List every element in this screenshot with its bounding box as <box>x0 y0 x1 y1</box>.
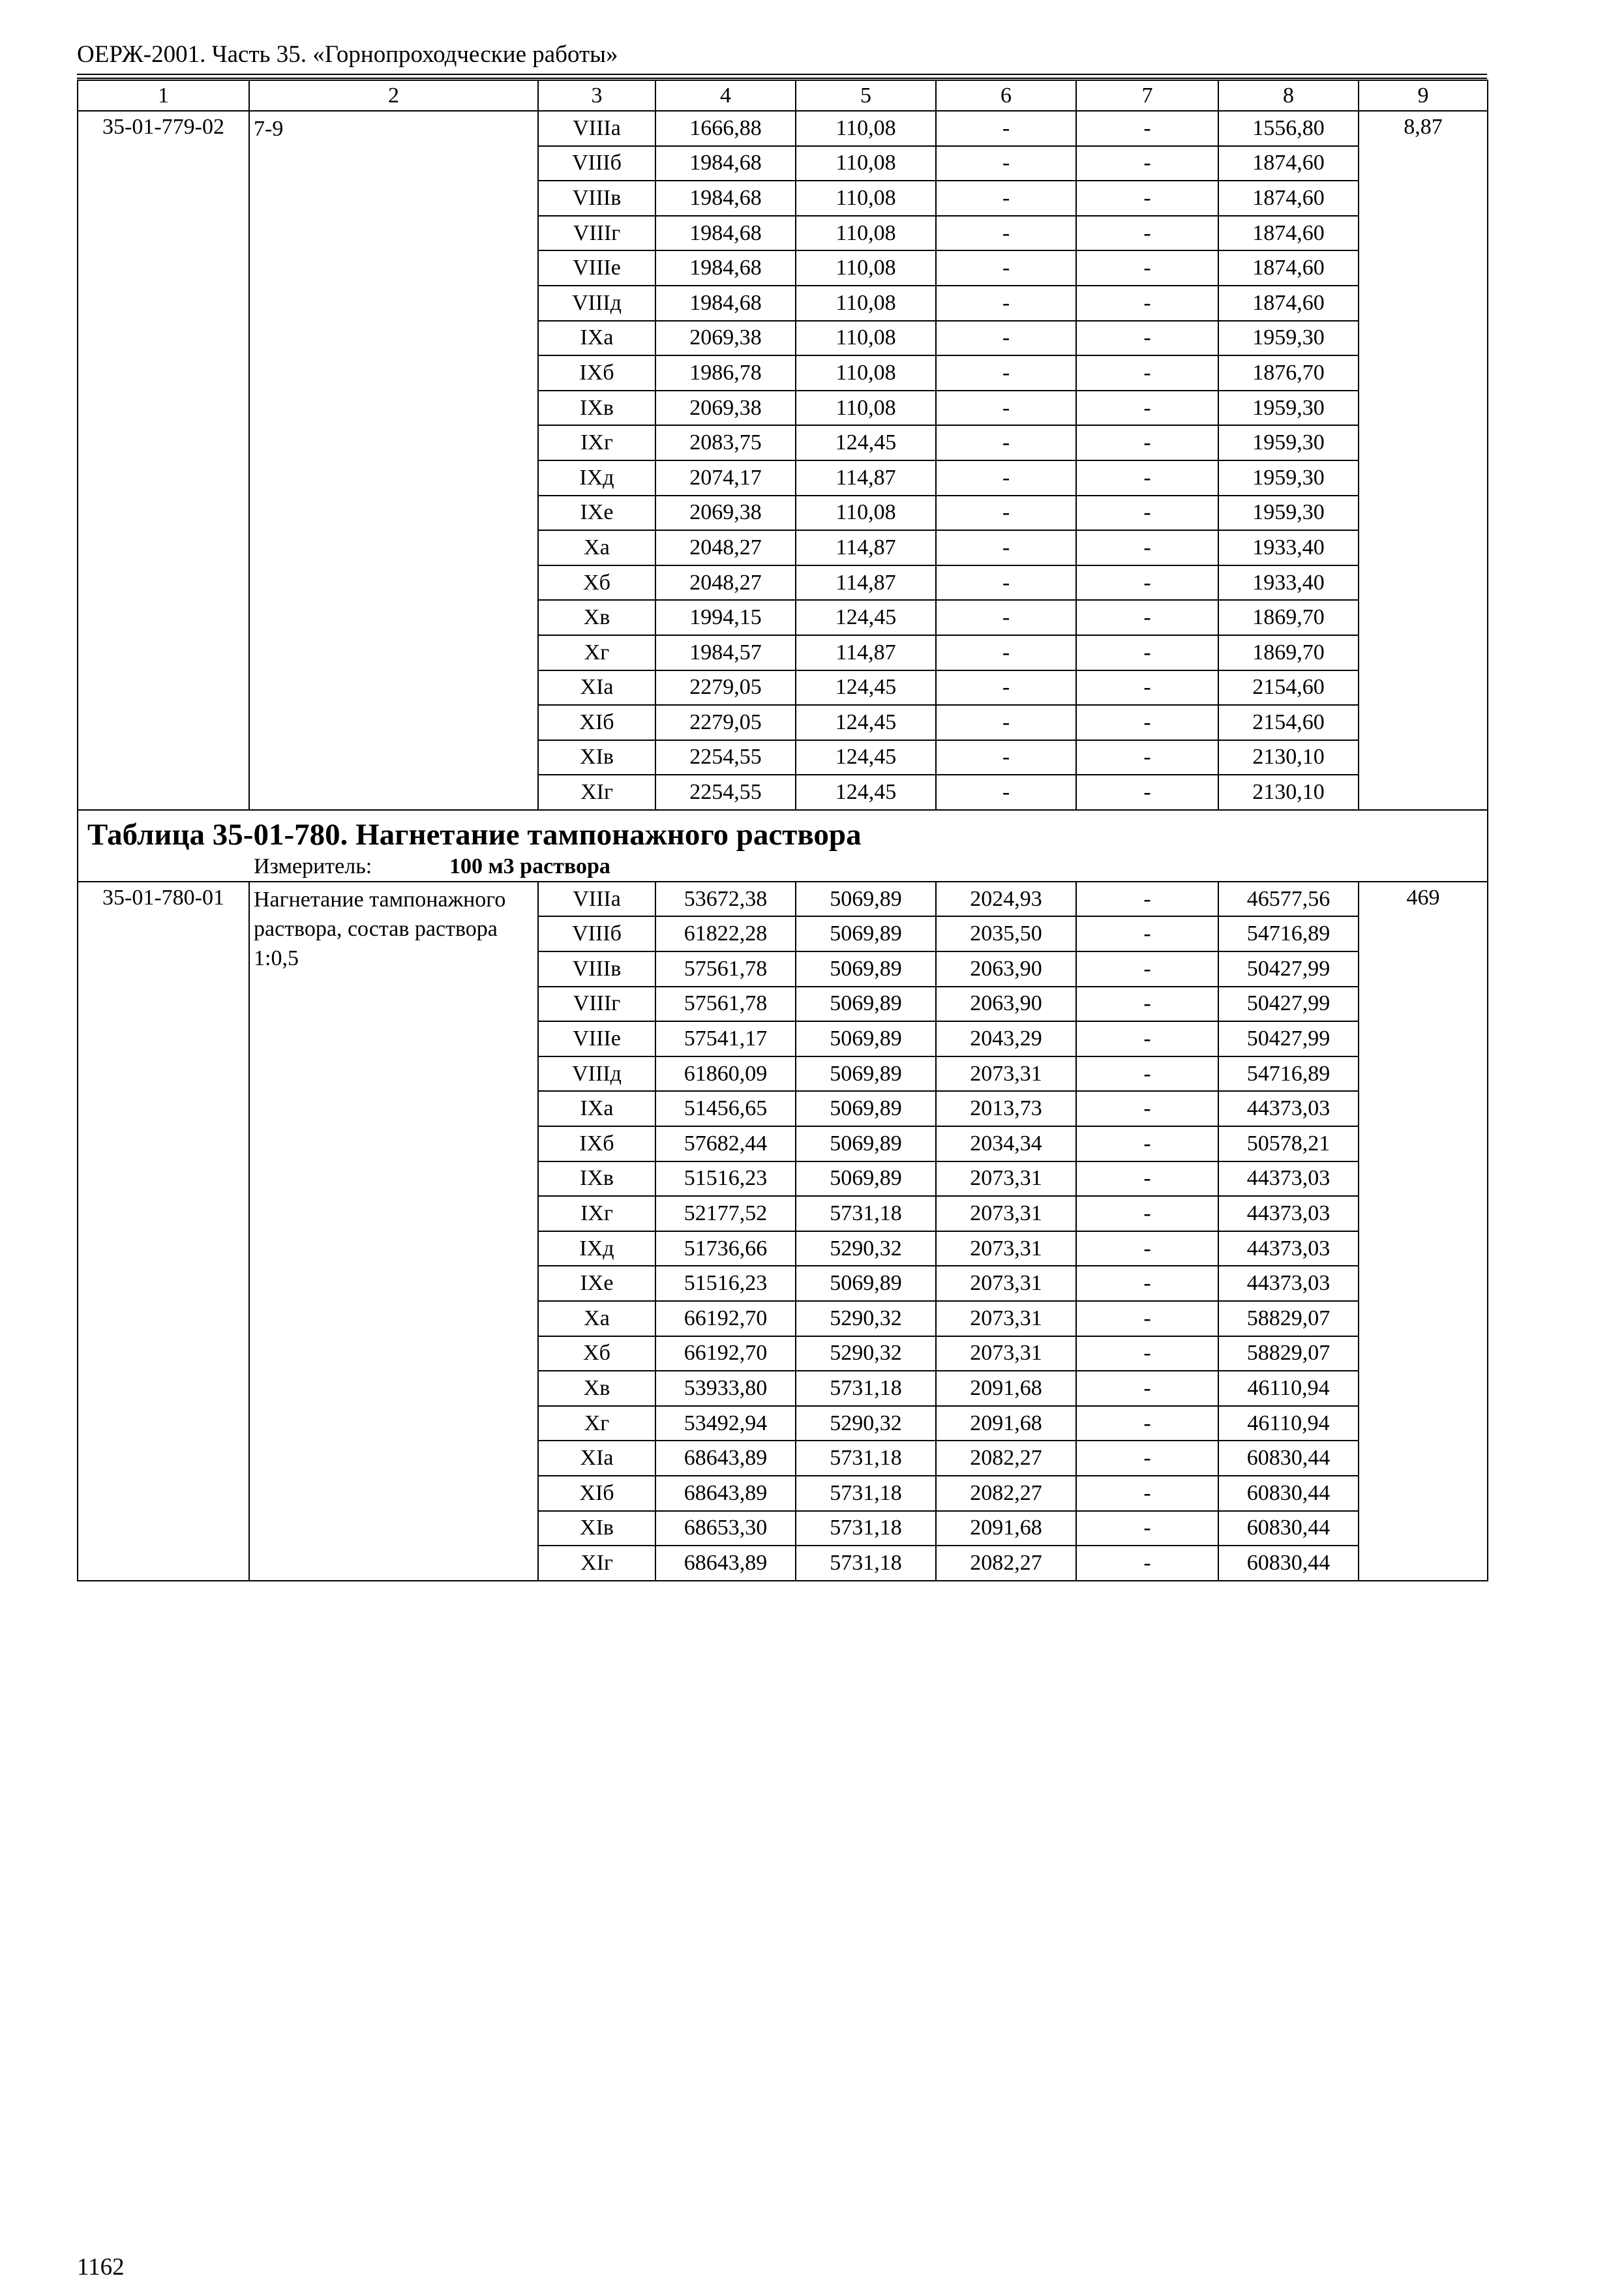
value-cell: 1984,57 <box>655 635 796 670</box>
value-cell: - <box>1076 181 1218 216</box>
value-cell: 5731,18 <box>796 1196 936 1231</box>
value-cell: 2082,27 <box>936 1441 1076 1476</box>
column-number: 5 <box>796 80 936 111</box>
section-header-row <box>78 810 1488 882</box>
rock-category-cell: IXб <box>538 355 655 391</box>
value-cell: - <box>1076 1406 1218 1441</box>
value-cell: 44373,03 <box>1218 1161 1359 1197</box>
rock-category-cell: IXе <box>538 1266 655 1301</box>
value-cell: - <box>1076 1196 1218 1231</box>
value-cell: - <box>1076 1091 1218 1126</box>
value-cell: 58829,07 <box>1218 1336 1359 1371</box>
value-cell: - <box>936 286 1076 321</box>
value-cell: 51516,23 <box>655 1161 796 1197</box>
value-cell: 2048,27 <box>655 565 796 601</box>
value-cell: 5731,18 <box>796 1546 936 1581</box>
value-cell: 60830,44 <box>1218 1476 1359 1511</box>
work-name: Нагнетание тампонажного раствора, состав раствора 1:0,5 <box>249 882 538 1581</box>
value-cell: - <box>936 111 1076 146</box>
value-cell: 5731,18 <box>796 1441 936 1476</box>
value-cell: - <box>1076 460 1218 496</box>
value-cell: 110,08 <box>796 355 936 391</box>
value-cell: 5069,89 <box>796 1266 936 1301</box>
value-cell: 1984,68 <box>655 286 796 321</box>
value-cell: 2091,68 <box>936 1511 1076 1546</box>
rock-category-cell: XIа <box>538 1441 655 1476</box>
value-cell: - <box>1076 882 1218 917</box>
value-cell: 1869,70 <box>1218 600 1359 635</box>
value-cell: 110,08 <box>796 391 936 426</box>
value-cell: 2069,38 <box>655 496 796 531</box>
value-cell: 68643,89 <box>655 1441 796 1476</box>
value-cell: 2279,05 <box>655 670 796 706</box>
value-cell: 68643,89 <box>655 1546 796 1581</box>
value-cell: - <box>936 600 1076 635</box>
value-cell: 1959,30 <box>1218 321 1359 356</box>
value-cell: - <box>1076 951 1218 987</box>
value-cell: - <box>936 740 1076 775</box>
value-cell: - <box>1076 425 1218 460</box>
header-rule <box>77 74 1487 75</box>
value-cell: 46577,56 <box>1218 882 1359 917</box>
rock-category-cell: Xв <box>538 600 655 635</box>
value-cell: 110,08 <box>796 216 936 251</box>
section-title: Таблица 35-01-780. Нагнетание тампонажного раствора <box>87 817 862 852</box>
value-cell: - <box>936 391 1076 426</box>
value-cell: 2279,05 <box>655 705 796 740</box>
value-cell: 2082,27 <box>936 1546 1076 1581</box>
value-cell: 2013,73 <box>936 1091 1076 1126</box>
value-cell: - <box>1076 1266 1218 1301</box>
value-cell: 46110,94 <box>1218 1371 1359 1406</box>
value-cell: - <box>936 216 1076 251</box>
value-cell: 2073,31 <box>936 1056 1076 1092</box>
value-cell: 54716,89 <box>1218 916 1359 951</box>
rock-category-cell: IXг <box>538 1196 655 1231</box>
value-cell: 5069,89 <box>796 882 936 917</box>
value-cell: 2130,10 <box>1218 775 1359 810</box>
value-cell: 2083,75 <box>655 425 796 460</box>
value-cell: 110,08 <box>796 496 936 531</box>
value-cell: 2254,55 <box>655 775 796 810</box>
value-cell: 50427,99 <box>1218 987 1359 1022</box>
column-number: 8 <box>1218 80 1359 111</box>
value-cell: 1874,60 <box>1218 181 1359 216</box>
rock-category-cell: IXа <box>538 1091 655 1126</box>
value-cell: 114,87 <box>796 635 936 670</box>
value-cell: 2091,68 <box>936 1371 1076 1406</box>
value-cell: 53672,38 <box>655 882 796 917</box>
value-cell: 60830,44 <box>1218 1511 1359 1546</box>
value-cell: 57561,78 <box>655 987 796 1022</box>
rock-category-cell: Xа <box>538 530 655 565</box>
rock-category-cell: VIIIд <box>538 286 655 321</box>
value-cell: 57682,44 <box>655 1126 796 1161</box>
value-cell: 51516,23 <box>655 1266 796 1301</box>
unit-price: 469 <box>1359 882 1488 1581</box>
value-cell: 2043,29 <box>936 1021 1076 1056</box>
value-cell: 60830,44 <box>1218 1546 1359 1581</box>
rock-category-cell: IXг <box>538 425 655 460</box>
value-cell: 1666,88 <box>655 111 796 146</box>
value-cell: 124,45 <box>796 705 936 740</box>
value-cell: 110,08 <box>796 181 936 216</box>
rates-table <box>77 80 1488 1581</box>
value-cell: 5069,89 <box>796 1161 936 1197</box>
value-cell: 44373,03 <box>1218 1196 1359 1231</box>
value-cell: 1933,40 <box>1218 530 1359 565</box>
value-cell: - <box>1076 286 1218 321</box>
column-number: 3 <box>538 80 655 111</box>
rock-category-cell: XIг <box>538 775 655 810</box>
rock-category-cell: VIIIе <box>538 1021 655 1056</box>
value-cell: 110,08 <box>796 250 936 286</box>
value-cell: 53492,94 <box>655 1406 796 1441</box>
value-cell: - <box>1076 1021 1218 1056</box>
value-cell: 114,87 <box>796 530 936 565</box>
value-cell: - <box>1076 1126 1218 1161</box>
value-cell: 124,45 <box>796 740 936 775</box>
rock-category-cell: IXа <box>538 321 655 356</box>
value-cell: 124,45 <box>796 425 936 460</box>
value-cell: 124,45 <box>796 775 936 810</box>
value-cell: 2073,31 <box>936 1161 1076 1197</box>
unit-label: Измеритель: <box>254 854 372 878</box>
rock-category-cell: Xв <box>538 1371 655 1406</box>
value-cell: 1986,78 <box>655 355 796 391</box>
value-cell: - <box>1076 530 1218 565</box>
value-cell: - <box>936 250 1076 286</box>
value-cell: 2073,31 <box>936 1336 1076 1371</box>
column-number: 2 <box>249 80 538 111</box>
value-cell: 1984,68 <box>655 146 796 181</box>
value-cell: - <box>1076 391 1218 426</box>
value-cell: 44373,03 <box>1218 1266 1359 1301</box>
value-cell: - <box>1076 1231 1218 1266</box>
value-cell: 5069,89 <box>796 1021 936 1056</box>
value-cell: 110,08 <box>796 321 936 356</box>
unit-value: 100 м3 раствора <box>449 854 610 878</box>
value-cell: 5290,32 <box>796 1406 936 1441</box>
value-cell: - <box>1076 216 1218 251</box>
value-cell: 1959,30 <box>1218 425 1359 460</box>
value-cell: 110,08 <box>796 146 936 181</box>
value-cell: 5290,32 <box>796 1231 936 1266</box>
value-cell: - <box>1076 1056 1218 1092</box>
value-cell: - <box>1076 321 1218 356</box>
column-number: 1 <box>78 80 249 111</box>
value-cell: 2082,27 <box>936 1476 1076 1511</box>
value-cell: 2063,90 <box>936 987 1076 1022</box>
value-cell: 66192,70 <box>655 1336 796 1371</box>
value-cell: 1874,60 <box>1218 216 1359 251</box>
rock-category-cell: XIб <box>538 1476 655 1511</box>
value-cell: - <box>1076 775 1218 810</box>
value-cell: 2024,93 <box>936 882 1076 917</box>
rock-category-cell: VIIIв <box>538 181 655 216</box>
value-cell: - <box>936 775 1076 810</box>
value-cell: - <box>1076 1441 1218 1476</box>
value-cell: - <box>936 565 1076 601</box>
rate-code: 35-01-780-01 <box>78 882 249 1581</box>
value-cell: 2069,38 <box>655 391 796 426</box>
value-cell: 5069,89 <box>796 987 936 1022</box>
value-cell: - <box>1076 600 1218 635</box>
value-cell: - <box>1076 1476 1218 1511</box>
value-cell: 44373,03 <box>1218 1231 1359 1266</box>
value-cell: 1874,60 <box>1218 250 1359 286</box>
column-number-row <box>78 80 1488 111</box>
value-cell: - <box>1076 250 1218 286</box>
value-cell: 51456,65 <box>655 1091 796 1126</box>
value-cell: - <box>936 181 1076 216</box>
value-cell: 114,87 <box>796 460 936 496</box>
unit-price: 8,87 <box>1359 111 1488 810</box>
value-cell: 52177,52 <box>655 1196 796 1231</box>
value-cell: 110,08 <box>796 111 936 146</box>
unit-line <box>87 854 1479 880</box>
value-cell: 5069,89 <box>796 1091 936 1126</box>
value-cell: 2073,31 <box>936 1196 1076 1231</box>
value-cell: - <box>1076 1371 1218 1406</box>
value-cell: - <box>1076 146 1218 181</box>
value-cell: 2154,60 <box>1218 670 1359 706</box>
value-cell: 1959,30 <box>1218 460 1359 496</box>
value-cell: 68653,30 <box>655 1511 796 1546</box>
value-cell: 66192,70 <box>655 1301 796 1336</box>
value-cell: 110,08 <box>796 286 936 321</box>
value-cell: - <box>936 670 1076 706</box>
rock-category-cell: VIIIа <box>538 882 655 917</box>
value-cell: - <box>936 460 1076 496</box>
value-cell: 124,45 <box>796 600 936 635</box>
rock-category-cell: IXе <box>538 496 655 531</box>
value-cell: 5731,18 <box>796 1476 936 1511</box>
value-cell: - <box>1076 1336 1218 1371</box>
value-cell: 2035,50 <box>936 916 1076 951</box>
rock-category-cell: VIIIб <box>538 916 655 951</box>
value-cell: - <box>1076 987 1218 1022</box>
rock-category-cell: IXв <box>538 391 655 426</box>
value-cell: 5290,32 <box>796 1301 936 1336</box>
section-header <box>78 810 1488 882</box>
rock-category-cell: VIIIв <box>538 951 655 987</box>
value-cell: 1984,68 <box>655 181 796 216</box>
value-cell: - <box>1076 705 1218 740</box>
value-cell: 2063,90 <box>936 951 1076 987</box>
value-cell: 54716,89 <box>1218 1056 1359 1092</box>
value-cell: - <box>1076 740 1218 775</box>
rock-category-cell: IXб <box>538 1126 655 1161</box>
value-cell: 61822,28 <box>655 916 796 951</box>
rock-category-cell: Xа <box>538 1301 655 1336</box>
rock-category-cell: XIв <box>538 1511 655 1546</box>
value-cell: - <box>1076 496 1218 531</box>
value-cell: 5290,32 <box>796 1336 936 1371</box>
rock-category-cell: XIг <box>538 1546 655 1581</box>
rock-category-cell: VIIIа <box>538 111 655 146</box>
value-cell: 124,45 <box>796 670 936 706</box>
value-cell: - <box>1076 1301 1218 1336</box>
value-cell: 2074,17 <box>655 460 796 496</box>
value-cell: 1933,40 <box>1218 565 1359 601</box>
value-cell: 1959,30 <box>1218 496 1359 531</box>
value-cell: 2154,60 <box>1218 705 1359 740</box>
value-cell: 57541,17 <box>655 1021 796 1056</box>
value-cell: - <box>936 146 1076 181</box>
rock-category-cell: Xг <box>538 635 655 670</box>
value-cell: 1994,15 <box>655 600 796 635</box>
value-cell: 60830,44 <box>1218 1441 1359 1476</box>
value-cell: 1959,30 <box>1218 391 1359 426</box>
value-cell: 50427,99 <box>1218 951 1359 987</box>
rock-category-cell: IXд <box>538 1231 655 1266</box>
rock-category-cell: VIIIг <box>538 987 655 1022</box>
rates-table-body <box>78 80 1488 1581</box>
value-cell: 68643,89 <box>655 1476 796 1511</box>
column-number: 4 <box>655 80 796 111</box>
value-cell: - <box>1076 916 1218 951</box>
value-cell: 2069,38 <box>655 321 796 356</box>
value-cell: 1876,70 <box>1218 355 1359 391</box>
value-cell: 2048,27 <box>655 530 796 565</box>
value-cell: - <box>1076 1161 1218 1197</box>
rock-category-cell: Xг <box>538 1406 655 1441</box>
rock-category-cell: XIв <box>538 740 655 775</box>
value-cell: - <box>1076 1511 1218 1546</box>
value-cell: 61860,09 <box>655 1056 796 1092</box>
value-cell: - <box>936 496 1076 531</box>
value-cell: 5069,89 <box>796 916 936 951</box>
value-cell: - <box>936 425 1076 460</box>
rock-category-cell: VIIIе <box>538 250 655 286</box>
value-cell: 1556,80 <box>1218 111 1359 146</box>
value-cell: 114,87 <box>796 565 936 601</box>
value-cell: 1984,68 <box>655 250 796 286</box>
header-rule-double <box>77 78 1487 79</box>
rock-category-cell: IXв <box>538 1161 655 1197</box>
value-cell: 5731,18 <box>796 1511 936 1546</box>
value-cell: 46110,94 <box>1218 1406 1359 1441</box>
value-cell: 2073,31 <box>936 1231 1076 1266</box>
column-number: 9 <box>1359 80 1488 111</box>
value-cell: 44373,03 <box>1218 1091 1359 1126</box>
rock-category-cell: XIа <box>538 670 655 706</box>
value-cell: 1874,60 <box>1218 286 1359 321</box>
rock-category-cell: Xб <box>538 565 655 601</box>
rate-code: 35-01-779-02 <box>78 111 249 810</box>
rock-category-cell: IXд <box>538 460 655 496</box>
rock-category-cell: VIIIг <box>538 216 655 251</box>
value-cell: 2034,34 <box>936 1126 1076 1161</box>
value-cell: - <box>936 705 1076 740</box>
value-cell: 50427,99 <box>1218 1021 1359 1056</box>
page-number: 1162 <box>77 2254 125 2281</box>
rock-category-cell: XIб <box>538 705 655 740</box>
table-row <box>78 882 1488 917</box>
column-number: 7 <box>1076 80 1218 111</box>
value-cell: - <box>1076 355 1218 391</box>
value-cell: - <box>1076 111 1218 146</box>
value-cell: 51736,66 <box>655 1231 796 1266</box>
value-cell: 58829,07 <box>1218 1301 1359 1336</box>
column-number: 6 <box>936 80 1076 111</box>
value-cell: 1869,70 <box>1218 635 1359 670</box>
value-cell: 5069,89 <box>796 1056 936 1092</box>
value-cell: 2073,31 <box>936 1301 1076 1336</box>
value-cell: 2091,68 <box>936 1406 1076 1441</box>
value-cell: - <box>936 530 1076 565</box>
value-cell: 50578,21 <box>1218 1126 1359 1161</box>
rock-category-cell: VIIIб <box>538 146 655 181</box>
value-cell: 5069,89 <box>796 951 936 987</box>
page-header-title: ОЕРЖ-2001. Часть 35. «Горнопроходческие работы» <box>77 41 618 68</box>
value-cell: 2254,55 <box>655 740 796 775</box>
rock-category-cell: Xб <box>538 1336 655 1371</box>
table-row <box>78 111 1488 146</box>
value-cell: - <box>1076 670 1218 706</box>
value-cell: - <box>936 635 1076 670</box>
work-name: 7-9 <box>249 111 538 810</box>
value-cell: 5069,89 <box>796 1126 936 1161</box>
value-cell: 2073,31 <box>936 1266 1076 1301</box>
value-cell: - <box>1076 565 1218 601</box>
value-cell: 1984,68 <box>655 216 796 251</box>
value-cell: 2130,10 <box>1218 740 1359 775</box>
rock-category-cell: VIIIд <box>538 1056 655 1092</box>
value-cell: 5731,18 <box>796 1371 936 1406</box>
value-cell: 57561,78 <box>655 951 796 987</box>
value-cell: 53933,80 <box>655 1371 796 1406</box>
value-cell: 1874,60 <box>1218 146 1359 181</box>
value-cell: - <box>1076 635 1218 670</box>
value-cell: - <box>936 321 1076 356</box>
value-cell: - <box>1076 1546 1218 1581</box>
value-cell: - <box>936 355 1076 391</box>
